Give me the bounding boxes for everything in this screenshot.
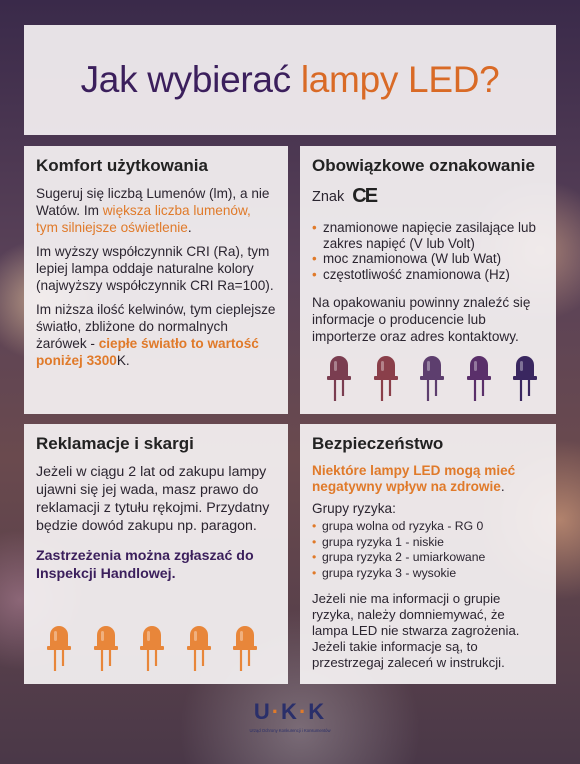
comfort-lumen-text — [36, 185, 276, 236]
list-item-text: moc znamionowa (W lub Wat) — [323, 251, 502, 266]
led-bulb-icon — [93, 624, 119, 674]
bullet-icon: • — [312, 550, 317, 564]
bullet-icon: • — [312, 565, 317, 580]
logo-letter: K — [308, 699, 327, 724]
bullet-icon: • — [312, 534, 317, 549]
led-bulb-icon — [326, 354, 352, 404]
safety-card — [300, 424, 556, 684]
list-item-text: częstotliwość znamionowa (Hz) — [323, 266, 510, 282]
list-item-text: grupa wolna od ryzyka - RG 0 — [322, 519, 484, 533]
list-item-text: grupa ryzyka 2 - umiarkowane — [322, 550, 486, 564]
logo-dot-icon: · — [271, 699, 282, 724]
complaints-heading: Reklamacje i skargi — [36, 434, 194, 453]
comfort-kelvin-text — [36, 301, 276, 369]
logo-dot-icon: · — [298, 699, 309, 724]
led-bulb-icon — [232, 624, 258, 674]
bullet-icon: • — [312, 251, 317, 266]
comfort-card — [24, 146, 288, 414]
title-part-2: lampy LED? — [300, 59, 500, 100]
list-item — [312, 251, 544, 267]
list-item-text: grupa ryzyka 3 - wysokie — [322, 565, 457, 580]
safety-warning-end: . — [500, 479, 505, 494]
comfort-lumen-intro: Sugeruj się liczbą Lumenów (lm), a nie Watów. Im — [36, 186, 270, 218]
logo-letter: U — [253, 699, 272, 724]
title-part-1: Jak wybierać — [80, 59, 291, 100]
risk-groups-label: Grupy ryzyka: — [312, 501, 396, 516]
list-item — [312, 267, 544, 283]
complaints-text: Jeżeli w ciągu 2 lat od zakupu lampy ujawni się jej wada, masz prawo do reklamacji z tytułu rękojmi. Przydatny będzie dowód zakupu np. paragon. — [36, 464, 270, 534]
list-item-text: grupa ryzyka 1 - niskie — [322, 534, 444, 549]
logo-letter: K — [281, 699, 299, 724]
complaints-card — [24, 424, 288, 684]
bullet-icon: • — [312, 266, 317, 282]
logo-subtitle: Urząd Ochrony Konkurencji i Konsumentów — [249, 728, 331, 733]
led-bulb-icon — [186, 624, 212, 674]
led-row-top — [326, 354, 538, 404]
led-bulb-icon — [46, 624, 72, 674]
safety-note: Jeżeli nie ma informacji o grupie ryzyka, należy domniemywać, że lampa LED nie stwarza zagrożenia. Jeżeli takie informacje są, to przestrzegaj zaleceń w instrukcji. — [312, 591, 520, 670]
list-item-text: znamionowe napięcie zasilające lub zakres napięć (V lub Volt) — [323, 220, 536, 251]
logo-mark — [254, 699, 326, 725]
complaints-inspection-text: Zastrzeżenia można zgłaszać do Inspekcji Handlowej. — [36, 548, 254, 582]
list-item — [312, 550, 544, 566]
list-item — [312, 220, 544, 251]
led-bulb-icon — [419, 354, 445, 404]
page-title — [81, 59, 500, 101]
list-item — [312, 566, 544, 582]
safety-warning-highlight: Niektóre lampy LED mogą mieć negatywny wpływ na zdrowie — [312, 463, 516, 494]
title-box — [24, 25, 556, 135]
led-row-bottom — [46, 624, 258, 674]
safety-heading: Bezpieczeństwo — [312, 434, 444, 453]
comfort-cri-text: Im wyższy współczynnik CRI (Ra), tym lepiej lampa oddaje naturalne kolory (najwyższy współczynnik CRI Ra=100). — [36, 244, 274, 293]
comfort-kelvin-highlight: ciepłe światło to wartość poniżej 3300 — [36, 336, 259, 368]
led-bulb-icon — [512, 354, 538, 404]
led-bulb-icon — [373, 354, 399, 404]
marking-note: Na opakowaniu powinny znaleźć się informacje o producencie lub importerze oraz adres kontaktowy. — [312, 295, 531, 344]
znak-label: Znak — [312, 188, 345, 205]
bullet-icon: • — [312, 519, 317, 533]
comfort-lumen-highlight: większa liczba lumenów, tym silniejsze oświetlenie — [36, 203, 251, 235]
safety-warning — [312, 463, 544, 495]
list-item — [312, 519, 544, 535]
risk-groups-list — [312, 519, 544, 581]
comfort-lumen-end: . — [187, 220, 192, 235]
comfort-kelvin-unit: K. — [116, 353, 130, 368]
led-bulb-icon — [139, 624, 165, 674]
marking-list — [312, 220, 544, 282]
marking-heading: Obowiązkowe oznakowanie — [312, 156, 535, 175]
ce-mark-line — [312, 185, 544, 208]
bullet-icon: • — [312, 220, 317, 235]
list-item — [312, 535, 544, 551]
comfort-kelvin-intro: Im niższa ilość kelwinów, tym cieplejsze światło, zbliżone do normalnych żarówek - — [36, 302, 276, 351]
led-bulb-icon — [466, 354, 492, 404]
comfort-heading: Komfort użytkowania — [36, 156, 208, 175]
uokik-logo — [240, 699, 340, 741]
marking-card — [300, 146, 556, 414]
ce-mark-icon: CE — [352, 185, 377, 207]
